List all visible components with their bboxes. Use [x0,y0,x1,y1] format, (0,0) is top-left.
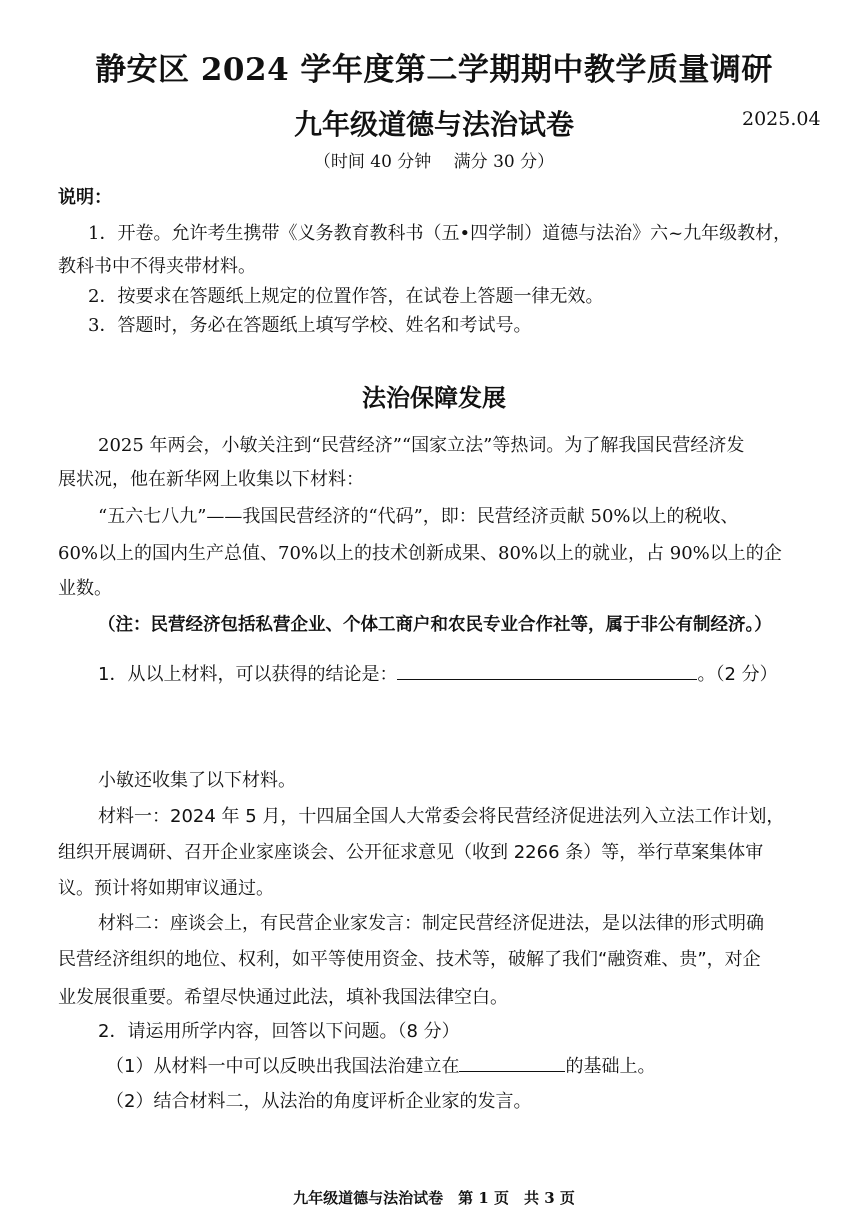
question-1 [98,660,778,686]
instruction-item-3: 3．答题时，务必在答题纸上填写学校、姓名和考试号。 [88,315,532,336]
question-1-prefix: 1．从以上材料，可以获得的结论是： [98,664,398,685]
material-1-line-3: 议。预计将如期审议通过。 [58,878,274,899]
exam-title: 静安区 2024 学年度第二学期期中教学质量调研 [95,52,773,88]
question-2-sub-1-suffix: 的基础上。 [565,1056,656,1077]
exam-date: 2025.04 [742,108,821,130]
material-1-line-1: 材料一：2024 年 5 月，十四届全国人大常委会将民营经济促进法列入立法工作计划， [98,806,785,827]
question-2-stem: 2．请运用所学内容，回答以下问题。（8 分） [98,1021,460,1042]
material-2-line-1: 材料二：座谈会上，有民营企业家发言：制定民营经济促进法，是以法律的形式明确 [98,913,764,934]
section-title: 法治保障发展 [362,383,506,412]
question-1-suffix: 。（2 分） [697,664,778,685]
question-2-sub-1-blank[interactable] [459,1053,565,1072]
instruction-item-1: 1．开卷。允许考生携带《义务教育教科书（五•四学制）道德与法治》六~九年级教材， [88,223,792,244]
page-footer: 九年级道德与法治试卷 第 1 页 共 3 页 [293,1189,575,1207]
more-materials-intro: 小敏还收集了以下材料。 [98,770,296,791]
question-2-sub-1 [106,1052,655,1078]
material-1-line-2: 组织开展调研、召开企业家座谈会、公开征求意见（收到 2266 条）等，举行草案集体审 [58,842,764,863]
question-2-sub-2: （2）结合材料二，从法治的角度评析企业家的发言。 [106,1091,532,1112]
material-intro-line-2: 展状况，他在新华网上收集以下材料： [58,469,364,490]
question-2-sub-1-prefix: （1）从材料一中可以反映出我国法治建立在 [106,1056,460,1077]
exam-subtitle: 九年级道德与法治试卷 [293,108,574,141]
economy-note: （注：民营经济包括私营企业、个体工商户和农民专业合作社等，属于非公有制经济。） [98,615,772,635]
code-paragraph-line-3: 业数。 [58,578,112,599]
code-paragraph-line-1: “五六七八九”——我国民营经济的“代码”，即：民营经济贡献 50%以上的税收、 [98,506,739,527]
material-2-line-3: 业发展很重要。希望尽快通过此法，填补我国法律空白。 [58,987,508,1008]
instruction-item-2: 2．按要求在答题纸上规定的位置作答，在试卷上答题一律无效。 [88,286,604,307]
instructions-heading: 说明： [58,187,112,208]
code-paragraph-line-2: 60%以上的国内生产总值、70%以上的技术创新成果、80%以上的就业，占 90%以上的企 [58,543,782,564]
material-intro-line-1: 2025 年两会，小敏关注到“民营经济”“国家立法”等热词。为了解我国民营经济发 [98,435,745,456]
time-and-score-info: （时间 40 分钟 满分 30 分） [313,152,555,172]
question-1-answer-blank[interactable] [397,661,697,680]
material-2-line-2: 民营经济组织的地位、权利，如平等使用资金、技术等，破解了我们“融资难、贵”，对企 [58,949,761,970]
instruction-item-1-cont: 教科书中不得夹带材料。 [58,256,256,277]
